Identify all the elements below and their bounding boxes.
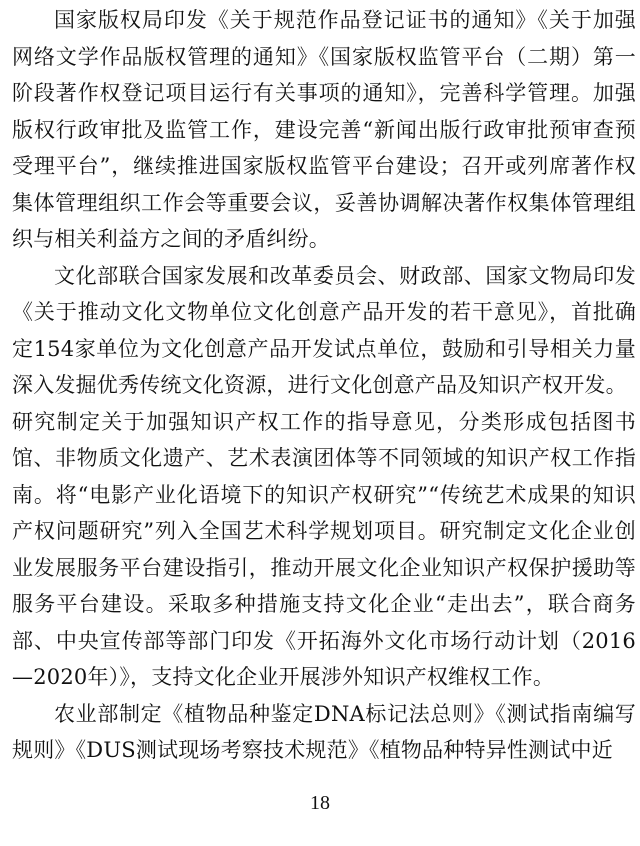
paragraph-ip-guidance: 研究制定关于加强知识产权工作的指导意见，分类形成包括图书馆、非物质文化遗产、艺术表演团体等不同领域的知识产权工作指南。将“电影产业化语境下的知识产权研究”“传统艺术成果的知识产权问题研究”列入全国艺术科学规划项目。研究制定文化企业创业发展服务平台建设指引，推动开展文化企业知识产权保护援助等服务平台建设。采取多种措施支持文化企业“走出去”，联合商务部、中央宣传部等部门印发《开拓海外文化市场行动计划（2016—2020年）》，支持文化企业开展涉外知识产权维权工作。 bbox=[12, 409, 636, 689]
paragraph-ministry-of-agriculture: 农业部制定《植物品种鉴定DNA标记法总则》《测试指南编写规则》《DUS测试现场考察技术规范》《植物品种特异性测试中近 bbox=[12, 701, 636, 762]
page-number: 18 bbox=[310, 792, 330, 814]
body-text bbox=[12, 2, 636, 769]
paragraph-ministry-of-culture: 文化部联合国家发展和改革委员会、财政部、国家文物局印发《关于推动文化文物单位文化创意产品开发的若干意见》，首批确定154家单位为文化创意产品开发试点单位，鼓励和引导相关力量深入发掘优秀传统文化资源，进行文化创意产品及知识产权开发。 bbox=[12, 263, 636, 397]
paragraph-copyright-administration: 国家版权局印发《关于规范作品登记证书的通知》《关于加强网络文学作品版权管理的通知》《国家版权监管平台（二期）第一阶段著作权登记项目运行有关事项的通知》，完善科学管理。加强版权行政审批及监管工作，建设完善“新闻出版行政审批预审查预受理平台”，继续推进国家版权监管平台建设；召开或列席著作权集体管理组织工作会等重要会议，妥善协调解决著作权集体管理组织与相关利益方之间的矛盾纠纷。 bbox=[12, 8, 636, 251]
